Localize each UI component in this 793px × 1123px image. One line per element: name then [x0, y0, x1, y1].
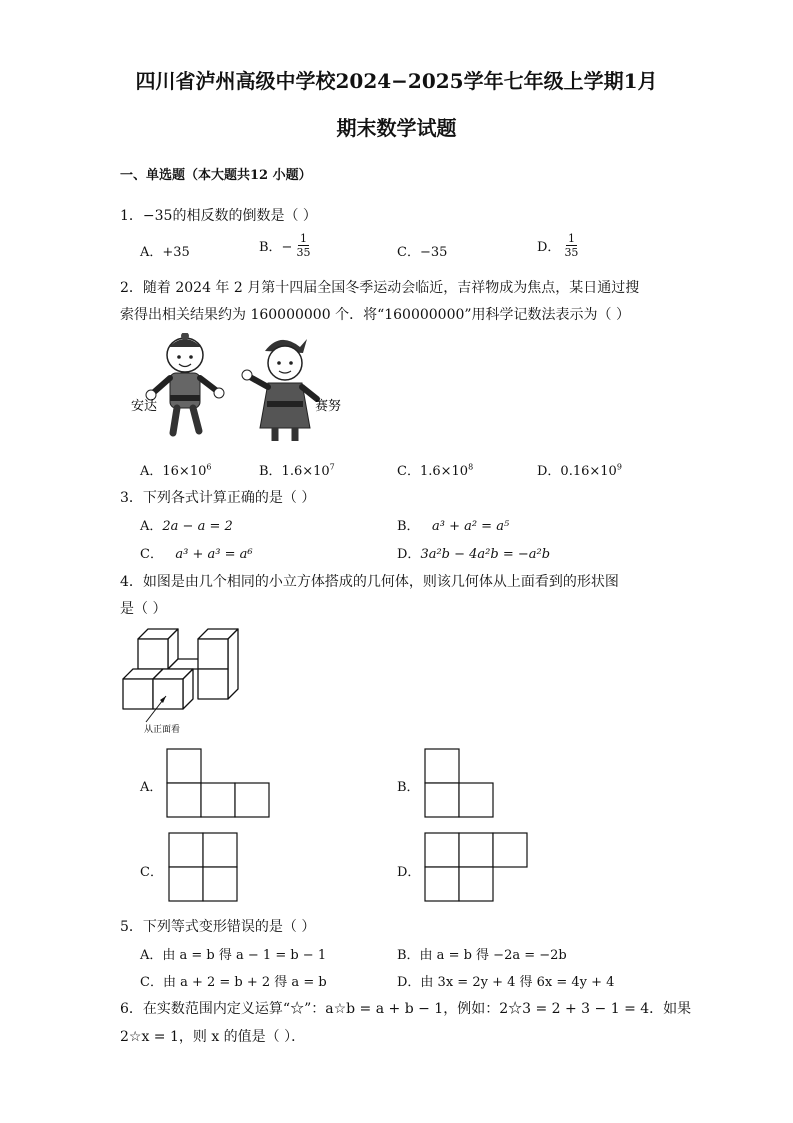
- question-6-line2: 2☆x = 1，则 x 的值是（ ）．: [120, 1029, 306, 1045]
- question-5-stem: 5．下列等式变形错误的是（ ）: [120, 919, 316, 935]
- q2-option-c: [397, 460, 473, 479]
- cube-solid-figure: [118, 624, 248, 736]
- q5-option-c: C．由 a + 2 = b + 2 得 a = b: [140, 975, 327, 990]
- q4-option-b-shape: [424, 748, 494, 818]
- q2-option-a-text: A．16×10: [140, 464, 207, 479]
- q2-option-a: [140, 460, 211, 479]
- mascot-right-label: 赛努: [315, 399, 342, 414]
- q4-option-c-shape: [168, 832, 238, 902]
- q3-option-c-label: C．: [140, 547, 163, 562]
- q1-option-c: C．−35: [397, 245, 448, 260]
- q3-option-d-label: D．: [397, 547, 421, 562]
- q2-option-c-text: C．1.6×10: [397, 464, 469, 479]
- q4-option-d-shape: [424, 832, 528, 902]
- q2-option-b: [259, 460, 335, 479]
- question-2-line1: 2．随着 2024 年 2 月第十四届全国冬季运动会临近，吉祥物成为焦点，某日通过搜: [120, 280, 640, 296]
- q5-option-d: D．由 3x = 2y + 4 得 6x = 4y + 4: [397, 975, 615, 990]
- q3-option-a: [140, 515, 233, 534]
- q4-option-c-label: C．: [140, 865, 163, 880]
- section-heading: 一、单选题（本大题共12 小题）: [120, 168, 312, 183]
- mascot-illustration: [125, 333, 345, 448]
- q2-option-b-exponent: 7: [329, 462, 335, 472]
- mascot-sainu-figure: [242, 339, 317, 441]
- q2-option-a-exponent: 6: [206, 462, 212, 472]
- q1-option-b-fraction: [294, 232, 312, 259]
- q1-option-a: A．+35: [140, 245, 190, 260]
- q4-option-a-shape: [166, 748, 270, 818]
- q4-option-d-label: D．: [397, 865, 421, 880]
- page-title-line2: 期末数学试题: [336, 116, 457, 140]
- page-title-line1: 四川省泸州高级中学校2024−2025学年七年级上学期1月: [135, 69, 658, 93]
- mascot-left-label: 安达: [131, 399, 158, 414]
- q1-option-b: [259, 232, 314, 259]
- q3-option-a-label: A．: [140, 519, 163, 534]
- q4-option-b-label: B．: [397, 780, 420, 795]
- q3-option-c: [140, 543, 253, 562]
- q1-option-b-prefix: B．−: [259, 240, 293, 255]
- q5-option-b: B．由 a = b 得 −2a = −2b: [397, 948, 567, 963]
- question-6-line1: 6．在实数范围内定义运算“☆”：a☆b = a + b − 1，例如：2☆3 = 2 + 3 − 1 = 4．如果: [120, 1001, 692, 1017]
- question-2-line2: 索得出相关结果约为 160000000 个．将“160000000”用科学记数法表示为（ ）: [120, 307, 630, 323]
- q4-option-a-label: A．: [140, 780, 163, 795]
- q1-option-d: [537, 232, 582, 259]
- question-4-line1: 4．如图是由几个相同的小立方体搭成的几何体，则该几何体从上面看到的形状图: [120, 574, 619, 590]
- q1-option-d-prefix: D．: [537, 240, 561, 255]
- q2-option-d: [537, 460, 622, 479]
- q2-option-d-exponent: 9: [616, 462, 622, 472]
- mascot-anda-figure: [146, 333, 224, 433]
- q3-option-b-label: B．: [397, 519, 420, 534]
- q3-option-b-expr: a³ + a² = a⁵: [431, 519, 510, 534]
- q5-option-a: A．由 a = b 得 a − 1 = b − 1: [140, 948, 327, 963]
- q3-option-a-expr: 2a − a = 2: [162, 519, 233, 534]
- q1-option-d-fraction: [562, 232, 580, 259]
- q1-d-numerator: 1: [567, 232, 575, 245]
- q1-d-denominator: 35: [564, 246, 579, 259]
- q2-option-d-text: D．0.16×10: [537, 464, 617, 479]
- q2-option-c-exponent: 8: [468, 462, 474, 472]
- front-view-label: 从正面看: [144, 725, 181, 735]
- question-4-line2: 是（ ）: [120, 601, 167, 617]
- question-3-stem: 3．下列各式计算正确的是（ ）: [120, 490, 316, 506]
- q3-option-d: [397, 543, 550, 562]
- q2-option-b-text: B．1.6×10: [259, 464, 330, 479]
- question-1-stem: 1．−35的相反数的倒数是（ ）: [120, 208, 317, 224]
- q3-option-d-expr: 3a²b − 4a²b = −a²b: [420, 547, 551, 562]
- q1-b-denominator: 35: [296, 246, 311, 259]
- q1-b-numerator: 1: [299, 232, 307, 245]
- q3-option-b: [397, 515, 509, 534]
- q3-option-c-expr: a³ + a³ = a⁶: [175, 547, 253, 562]
